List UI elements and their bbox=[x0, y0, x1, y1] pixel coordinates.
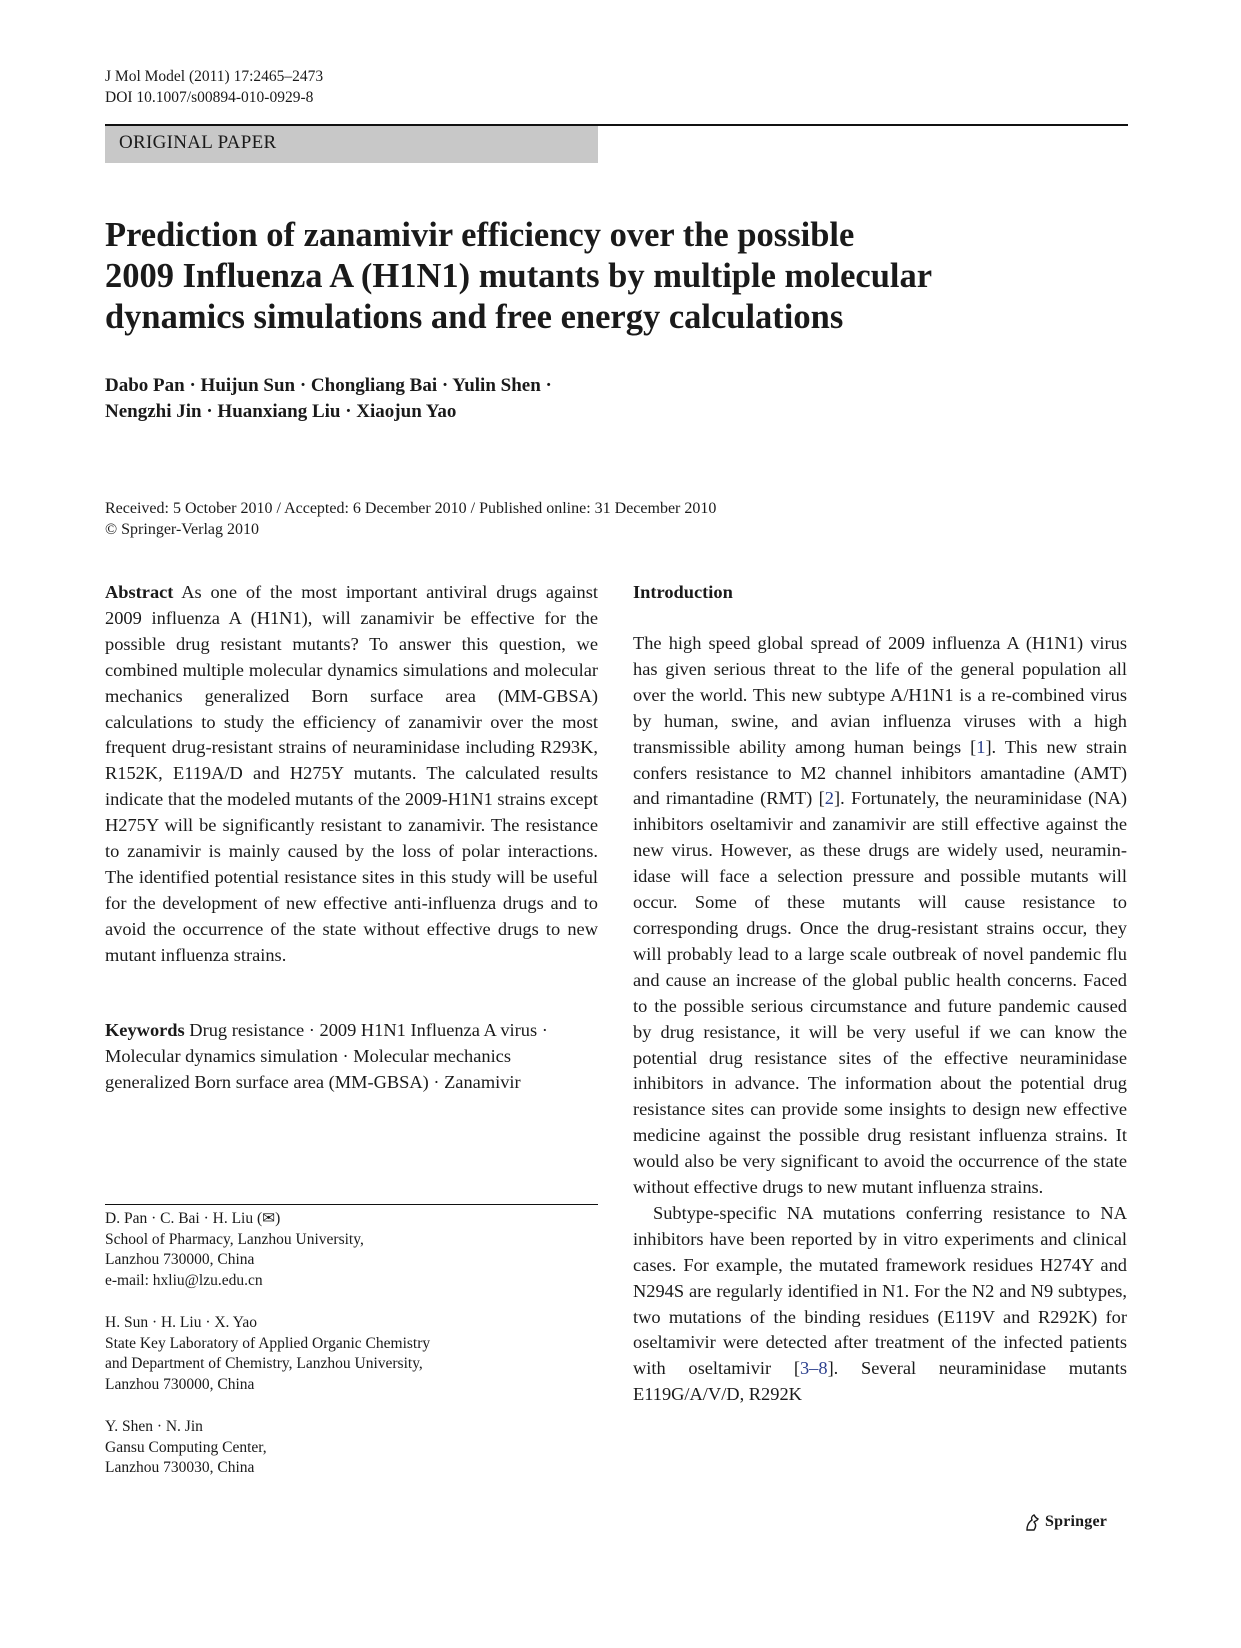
title-line-3: dynamics simulations and free energy calculations bbox=[105, 298, 844, 336]
affiliation-names: D. Pan · C. Bai · H. Liu (✉) bbox=[105, 1210, 281, 1227]
intro-text: The high speed global spread of 2009 influenza A (H1N1) virus has given serious threat to the life of the general population all over the world. This new subtype A/H1N1 is a re-combined virus by human, swine, and avian influenza viruses with a high transmissible ability among human beings [ bbox=[633, 633, 1127, 757]
affiliation-names: H. Sun · H. Liu · X. Yao bbox=[105, 1314, 257, 1331]
publisher-logo bbox=[1045, 1513, 1107, 1531]
citation-link[interactable]: 3–8 bbox=[799, 1358, 828, 1379]
abstract-label: Abstract bbox=[105, 582, 174, 602]
history-dates: Received: 5 October 2010 / Accepted: 6 December 2010 / Published online: 31 December 2010 bbox=[105, 500, 717, 517]
paper-title bbox=[105, 215, 1115, 338]
abstract bbox=[105, 580, 598, 969]
affiliation-3 bbox=[105, 1417, 598, 1479]
author-list bbox=[105, 373, 552, 425]
intro-paragraph-1 bbox=[633, 631, 1127, 1201]
keywords bbox=[105, 1018, 598, 1096]
section-band bbox=[105, 126, 598, 163]
citation-link[interactable]: 1 bbox=[976, 736, 986, 757]
authors-line-1: Dabo Pan · Huijun Sun · Chongliang Bai · Yulin Shen · bbox=[105, 375, 552, 396]
affiliation-1 bbox=[105, 1209, 598, 1291]
keywords-text: Drug resistance · 2009 H1N1 Influenza A virus · Molecular dynamics simulation · Molecular mechanics generalized Born surface area (MM-GBSA) · Zanamivir bbox=[105, 1020, 548, 1092]
section-label: ORIGINAL PAPER bbox=[119, 132, 277, 153]
journal-doi: DOI 10.1007/s00894-010-0929-8 bbox=[105, 89, 314, 106]
intro-paragraph-2 bbox=[633, 1201, 1127, 1408]
affiliation-line: Gansu Computing Center, bbox=[105, 1438, 267, 1456]
affiliation-line: Lanzhou 730030, China bbox=[105, 1459, 255, 1476]
introduction-body bbox=[633, 631, 1127, 1408]
affiliation-line: Lanzhou 730000, China bbox=[105, 1375, 255, 1393]
authors-line-2: Nengzhi Jin · Huanxiang Liu · Xiaojun Yao bbox=[105, 401, 457, 422]
journal-citation: J Mol Model (2011) 17:2465–2473 bbox=[105, 68, 324, 85]
affiliation-email[interactable]: e-mail: hxliu@lzu.edu.cn bbox=[105, 1271, 263, 1289]
title-line-2: 2009 Influenza A (H1N1) mutants by multiple molecular bbox=[105, 257, 933, 295]
intro-text: ]. Fortunately, the neuraminidase (NA) inhibitors oseltamivir and zanamivir are still effective against the new virus. However, as these drugs are widely used, neuraminidase will face a selection pressure and possible mutants will occur. Some of these mutants will cause resistance to corresponding drugs. Once the drug-resistant strains occur, they will probably lead to a large scale outbreak of novel pandemic flu and cause an increase of the global public health concerns. Faced to the possible serious circumstance and future pandemic caused by drug resistance, it will be very useful if we can know the potential drug resistance sites of the effective neuraminidase inhibitors in advance. The information about the potential drug resistance sites can provide some insights to design new effective medicine against the possible drug resistant influenza strains. It would also be very significant to avoid the occurrence of the state without effective drugs to new mutant influenza strains. bbox=[633, 788, 1127, 1198]
affiliation-names: Y. Shen · N. Jin bbox=[105, 1418, 203, 1435]
intro-text: ]. Several neuraminidase mutants E119G/A/V/D, R292K bbox=[633, 1358, 1127, 1405]
keywords-label: Keywords bbox=[105, 1020, 185, 1040]
affiliation-line: and Department of Chemistry, Lanzhou University, bbox=[105, 1355, 423, 1372]
intro-text: ]. This new strain confers resistance to M2 channel inhibitors amantadine (AMT) and rimantadine (RMT) [ bbox=[633, 736, 1127, 809]
journal-header bbox=[105, 66, 323, 108]
title-line-1: Prediction of zanamivir efficiency over the possible bbox=[105, 216, 855, 254]
introduction-heading: Introduction bbox=[633, 582, 733, 602]
copyright: © Springer-Verlag 2010 bbox=[105, 521, 260, 538]
intro-text: Subtype-specific NA mutations conferring resistance to NA inhibitors have been reported by in vitro experiments and clinical cases. For example, the mutated framework residues H274Y and N294S are regularly identified in N1. For the N2 and N9 subtypes, two mutations of the binding residues (E119V and R292K) for oseltamivir were detected after treatment of the infected patients with oseltamivir [ bbox=[633, 1202, 1127, 1379]
publication-dates bbox=[105, 498, 716, 540]
affiliation-line: Lanzhou 730000, China bbox=[105, 1251, 255, 1268]
affiliation-2 bbox=[105, 1313, 598, 1395]
affiliation-line: School of Pharmacy, Lanzhou University, bbox=[105, 1230, 364, 1248]
citation-link[interactable]: 2 bbox=[824, 788, 834, 809]
affiliation-line: State Key Laboratory of Applied Organic Chemistry bbox=[105, 1334, 431, 1352]
springer-horse-icon bbox=[1023, 1514, 1041, 1532]
abstract-text: As one of the most important antiviral drugs against 2009 influenza A (H1N1), will zanamivir be effective for the possible drug resistant mutants? To answer this question, we combined multiple molecular dynamics simulations and molecular mechanics generalized Born surface area (MM-GBSA) calculations to study the efficiency of zanamivir over the most frequent drug-resistant strains of neuraminidase including R293K, R152K, E119A/D and H275Y mutants. The calculated results indicate that the modeled mutants of the 2009-H1N1 strains except H275Y will be significantly resistant to zanamivir. The resistance to zanamivir is mainly caused by the loss of polar interactions. The identified potential resistance sites in this study will be useful for the development of new effective anti-influenza drugs and to avoid the occurrence of the state without effective drugs to new mutant influenza strains. bbox=[105, 582, 598, 965]
publisher-name: Springer bbox=[1045, 1513, 1108, 1530]
affiliation-rule bbox=[105, 1204, 598, 1205]
